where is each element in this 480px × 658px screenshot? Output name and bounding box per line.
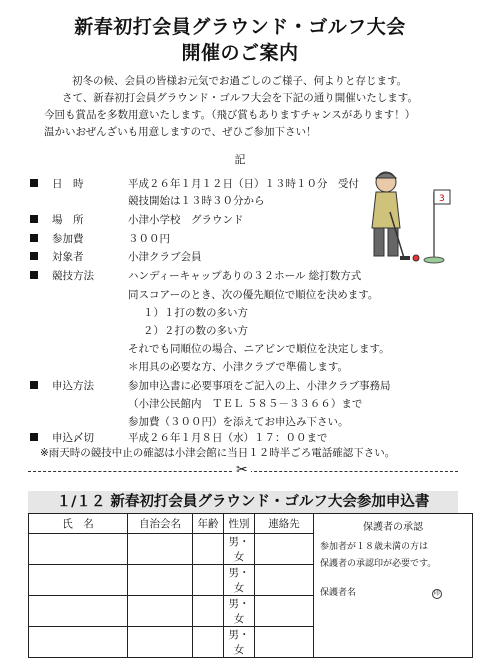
contact-field[interactable] bbox=[255, 565, 314, 596]
place-row bbox=[30, 212, 244, 228]
ki-heading: 記 bbox=[234, 153, 246, 166]
guardian-note: 参加者が１８歳未満の方は bbox=[320, 542, 429, 552]
golfer-illustration bbox=[360, 168, 465, 268]
apply-row bbox=[30, 378, 391, 394]
fee-row bbox=[30, 231, 170, 247]
age-field[interactable] bbox=[193, 534, 224, 565]
name-field[interactable] bbox=[29, 627, 128, 658]
apply-sub: 参加費（３００円）を添えてお申込み下さい。 bbox=[128, 416, 349, 428]
name-field[interactable] bbox=[29, 534, 128, 565]
bullet-icon bbox=[30, 234, 38, 242]
scissors-icon: ✂ bbox=[233, 462, 251, 478]
header-sex: 性別 bbox=[224, 514, 255, 534]
date-sub: 競技開始は１３時３０分から bbox=[128, 195, 265, 207]
guardian-box bbox=[314, 514, 473, 658]
apply-label: 申込方法 bbox=[52, 380, 94, 392]
date-label: 日 時 bbox=[52, 178, 84, 190]
guardian-name-line bbox=[320, 585, 466, 602]
place-label: 場 所 bbox=[52, 214, 84, 226]
method-sub: 同スコアーのとき、次の優先順位で順位を決めます。 bbox=[128, 289, 379, 301]
title-line-2: 開催のご案内 bbox=[181, 42, 299, 64]
method-value: ハンディーキャップありの３２ホール 総打数方式 bbox=[128, 270, 362, 282]
age-field[interactable] bbox=[193, 627, 224, 658]
header-assoc: 自治会名 bbox=[128, 514, 193, 534]
intro-line: 今回も賞品を多数用意いたします。（飛び賞もありますチャンスがあります！） bbox=[44, 109, 416, 121]
assoc-field[interactable] bbox=[128, 565, 193, 596]
sex-field[interactable]: 男・女 bbox=[224, 534, 255, 565]
target-label: 対象者 bbox=[52, 251, 84, 263]
header-contact: 連絡先 bbox=[255, 514, 314, 534]
form-title: １/１２ 新春初打会員グラウンド・ゴルフ大会参加申込書 bbox=[28, 491, 458, 513]
method-sub: それでも同順位の場合、ニアピンで順位を決定します。 bbox=[128, 343, 390, 355]
guardian-name-label: 保護者名 bbox=[320, 588, 357, 598]
bullet-icon bbox=[30, 252, 38, 260]
assoc-field[interactable] bbox=[128, 596, 193, 627]
assoc-field[interactable] bbox=[128, 534, 193, 565]
deadline-value: 平成２６年１月８日（水）１７：００まで bbox=[128, 432, 328, 444]
deadline-label: 申込〆切 bbox=[52, 432, 94, 444]
bullet-icon bbox=[30, 271, 38, 279]
date-row bbox=[30, 176, 359, 192]
guardian-note: 保護者の承認印が必要です。 bbox=[320, 559, 437, 569]
sex-field[interactable]: 男・女 bbox=[224, 565, 255, 596]
name-field[interactable] bbox=[29, 565, 128, 596]
sex-field[interactable]: 男・女 bbox=[224, 627, 255, 658]
intro-line: 初冬の候、会員の皆様お元気でお過ごしのご様子、何よりと存じます。 bbox=[72, 75, 408, 87]
title-line-1: 新春初打会員グラウンド・ゴルフ大会 bbox=[74, 16, 406, 38]
fee-label: 参加費 bbox=[52, 233, 84, 245]
date-value: 平成２６年１月１２日（日）１３時１０分 受付 bbox=[128, 178, 359, 190]
method-sub: ２）２打の数の多い方 bbox=[143, 325, 248, 337]
fee-value: ３００円 bbox=[128, 233, 170, 245]
application-form-table bbox=[28, 513, 473, 658]
apply-value: 参加申込書に必要事項をご記入の上、小津クラブ事務局 bbox=[128, 380, 391, 392]
bullet-icon bbox=[30, 433, 38, 441]
guardian-heading: 保護者の承認 bbox=[363, 522, 423, 533]
method-label: 競技方法 bbox=[52, 270, 94, 282]
header-age: 年齢 bbox=[193, 514, 224, 534]
age-field[interactable] bbox=[193, 565, 224, 596]
bullet-icon bbox=[30, 381, 38, 389]
intro-line: 温かいおぜんざいも用意しますので、ぜひご参加下さい！ bbox=[44, 126, 317, 138]
intro-line: さて、新春初打会員グラウンド・ゴルフ大会を下記の通り開催いたします。 bbox=[62, 92, 418, 104]
assoc-field[interactable] bbox=[128, 627, 193, 658]
intro-text bbox=[44, 73, 458, 141]
header-name: 氏 名 bbox=[29, 514, 128, 534]
contact-field[interactable] bbox=[255, 534, 314, 565]
target-row bbox=[30, 249, 202, 265]
contact-field[interactable] bbox=[255, 596, 314, 627]
method-row bbox=[30, 268, 362, 284]
name-field[interactable] bbox=[29, 596, 128, 627]
age-field[interactable] bbox=[193, 596, 224, 627]
apply-sub: （小津公民館内 ＴＥＬ ５８５－３３６６）まで bbox=[128, 398, 363, 410]
rain-note: ※雨天時の競技中止の確認は小津会館に当日１２時半ごろ電話確認下さい。 bbox=[40, 447, 396, 459]
bullet-icon bbox=[30, 179, 38, 187]
deadline-row bbox=[30, 430, 328, 446]
flag-number: 3 bbox=[439, 194, 445, 204]
seal-icon: 印 bbox=[433, 590, 440, 597]
bullet-icon bbox=[30, 215, 38, 223]
method-sub: １）１打の数の多い方 bbox=[143, 307, 248, 319]
target-value: 小津クラブ会員 bbox=[128, 251, 202, 263]
place-value: 小津小学校 グラウンド bbox=[128, 214, 244, 226]
method-sub: ＊用具の必要な方、小津クラブで準備します。 bbox=[128, 361, 348, 373]
sex-field[interactable]: 男・女 bbox=[224, 596, 255, 627]
contact-field[interactable] bbox=[255, 627, 314, 658]
